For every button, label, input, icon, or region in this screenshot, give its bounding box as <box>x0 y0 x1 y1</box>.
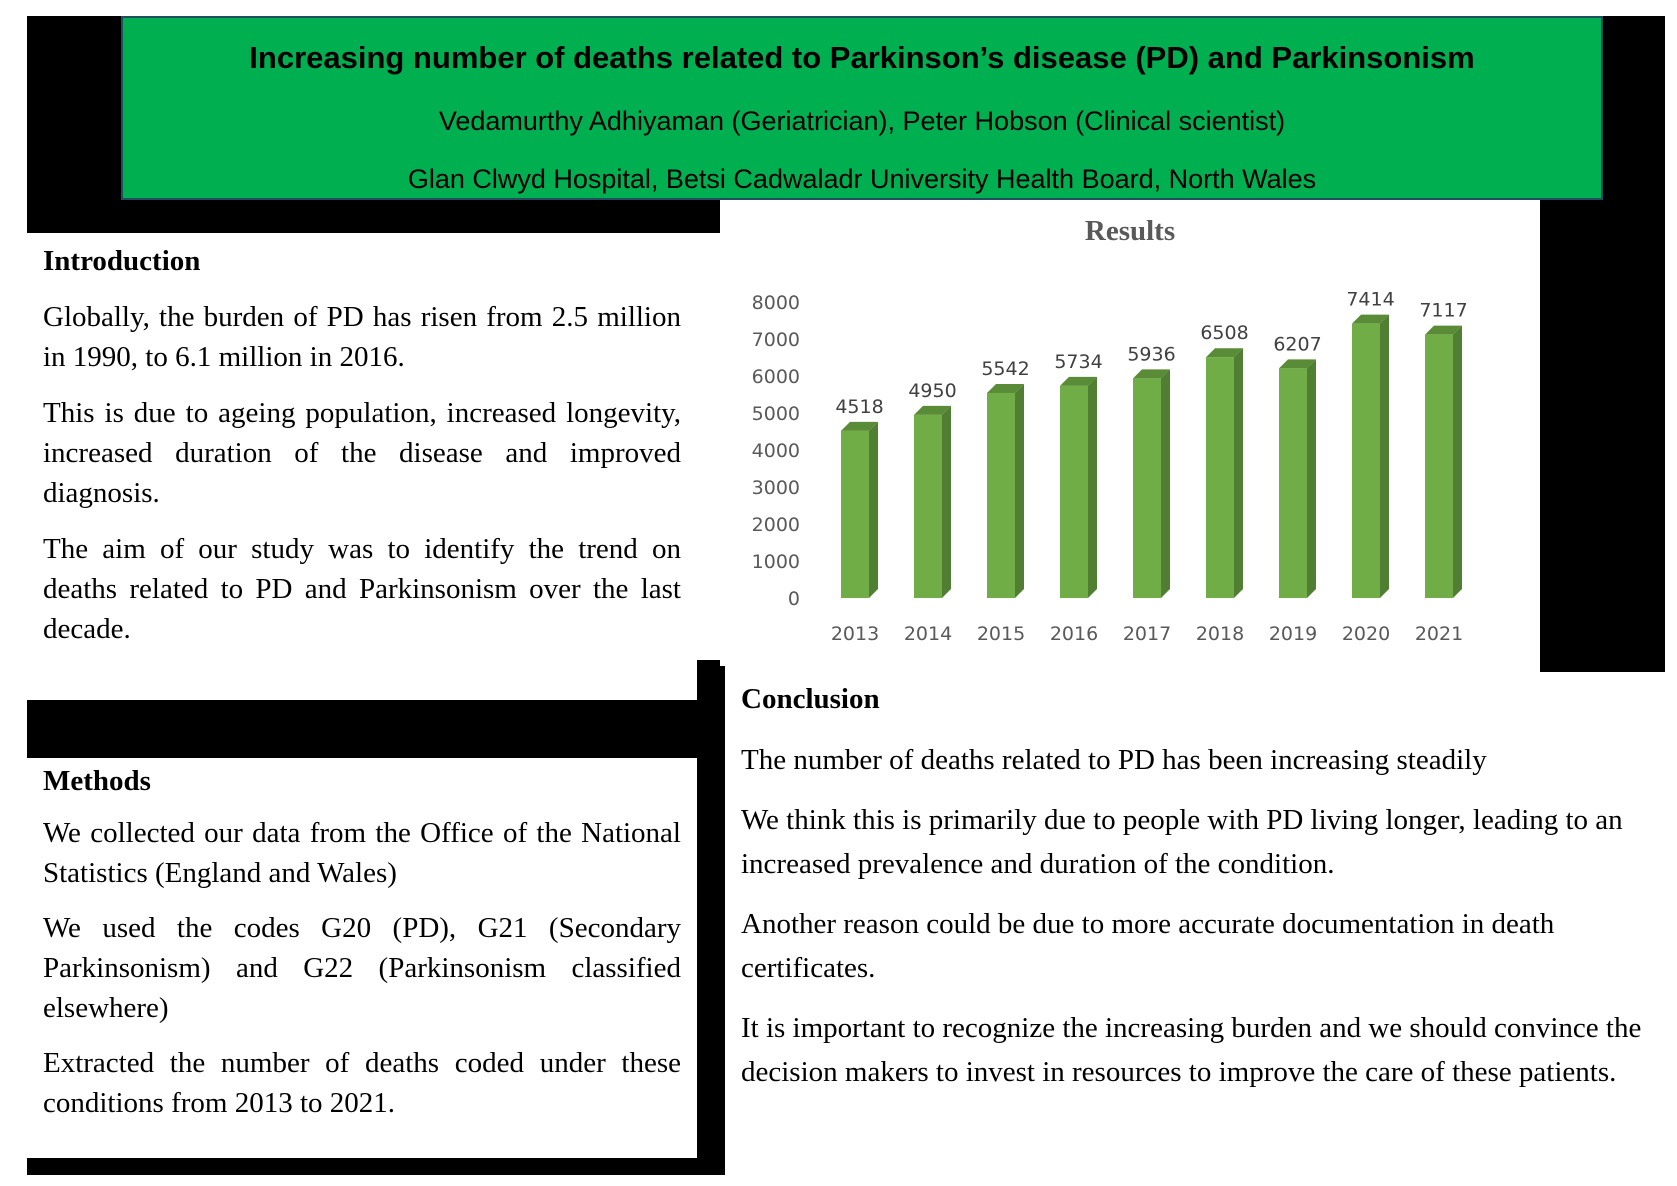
y-tick-label: 2000 <box>751 514 800 536</box>
chart-bar <box>1206 348 1243 598</box>
frame-block-left-middle <box>27 700 697 758</box>
poster-title: Increasing number of deaths related to Parkinson’s disease (PD) and Parkinsonism <box>249 40 1475 75</box>
x-tick-label: 2017 <box>1122 623 1172 645</box>
y-tick-label: 1000 <box>751 551 800 573</box>
x-tick-label: 2019 <box>1268 623 1318 645</box>
y-tick-label: 8000 <box>751 292 800 314</box>
chart-bar <box>841 422 878 598</box>
y-tick-label: 5000 <box>751 403 800 425</box>
introduction-paragraph: This is due to ageing population, increased longevity, increased duration of the disease and improved diagnosis. <box>43 397 681 509</box>
conclusion-paragraph: We think this is primarily due to people with PD living longer, leading to an increased prevalence and duration of the condition. <box>741 804 1623 880</box>
results-chart <box>720 200 1540 666</box>
methods-paragraph: We collected our data from the Office of the National Statistics (England and Wales) <box>43 817 681 889</box>
frame-block-center-column <box>697 660 725 1175</box>
chart-bar-front <box>914 415 942 598</box>
chart-data-label: 6207 <box>1273 333 1322 356</box>
y-tick-label: 7000 <box>751 329 800 351</box>
conclusion-panel <box>725 672 1665 1175</box>
chart-data-label: 5542 <box>981 357 1030 380</box>
results-panel <box>720 200 1540 666</box>
chart-bar <box>914 406 951 598</box>
poster-authors: Vedamurthy Adhiyaman (Geriatrician), Peter Hobson (Clinical scientist) <box>438 106 1286 136</box>
chart-bar-front <box>1279 368 1307 598</box>
x-tick-label: 2015 <box>976 623 1026 645</box>
chart-bar-side <box>1453 326 1462 598</box>
chart-data-label: 5734 <box>1054 350 1103 373</box>
chart-x-axis <box>831 623 1463 645</box>
methods-paragraph: We used the codes G20 (PD), G21 (Secondary Parkinsonism) and G22 (Parkinsonism classified elsewhere) <box>43 912 681 1024</box>
chart-title: Results <box>1084 215 1176 247</box>
chart-bar-side <box>1234 348 1243 598</box>
x-tick-label: 2021 <box>1414 623 1464 645</box>
introduction-paragraph: Globally, the burden of PD has risen from 2.5 million in 1990, to 6.1 million in 2016. <box>43 301 681 373</box>
chart-bar-side <box>1307 359 1316 598</box>
methods-panel <box>27 758 697 1158</box>
poster-institution: Glan Clwyd Hospital, Betsi Cadwaladr University Health Board, North Wales <box>407 164 1317 194</box>
chart-bar-front <box>1133 378 1161 598</box>
conclusion-paragraph: It is important to recognize the increasing burden and we should convince the decision makers to invest in resources to improve the care of these patients. <box>741 1012 1642 1088</box>
chart-bar-front <box>1206 357 1234 598</box>
conclusion-paragraph: The number of deaths related to PD has been increasing steadily <box>741 744 1487 776</box>
chart-bar <box>1425 326 1462 598</box>
chart-bar-side <box>1380 315 1389 598</box>
x-tick-label: 2020 <box>1341 623 1391 645</box>
chart-bar <box>1133 369 1170 598</box>
chart-bars <box>835 289 1467 598</box>
chart-data-label: 6508 <box>1200 322 1249 345</box>
chart-data-label: 4518 <box>835 395 884 418</box>
methods-heading: Methods <box>43 765 151 797</box>
chart-bar-front <box>1352 324 1380 598</box>
y-tick-label: 4000 <box>751 440 800 462</box>
chart-bar-front <box>841 431 869 598</box>
y-tick-label: 0 <box>787 588 800 610</box>
introduction-paragraph: The aim of our study was to identify the trend on deaths related to PD and Parkinsonism over the last decade. <box>43 533 681 645</box>
frame-block-bottom <box>27 1158 725 1175</box>
chart-bar-side <box>1015 384 1024 598</box>
chart-data-label: 5936 <box>1127 343 1176 366</box>
x-tick-label: 2014 <box>903 623 953 645</box>
chart-bar-front <box>1425 335 1453 598</box>
introduction-panel <box>27 233 697 700</box>
chart-bar-side <box>942 406 951 598</box>
chart-data-label: 7117 <box>1419 299 1468 322</box>
chart-bar-front <box>987 393 1015 598</box>
methods-paragraph: Extracted the number of deaths coded under these conditions from 2013 to 2021. <box>43 1047 681 1119</box>
x-tick-label: 2013 <box>830 623 880 645</box>
x-tick-label: 2016 <box>1049 623 1099 645</box>
introduction-heading: Introduction <box>43 245 201 277</box>
chart-bar <box>1279 359 1316 598</box>
chart-bar-side <box>869 422 878 598</box>
chart-bar-side <box>1088 377 1097 598</box>
chart-bar <box>987 384 1024 598</box>
x-tick-label: 2018 <box>1195 623 1245 645</box>
y-tick-label: 6000 <box>751 366 800 388</box>
chart-data-label: 7414 <box>1346 288 1395 311</box>
chart-bar-front <box>1060 386 1088 598</box>
title-banner <box>121 16 1603 200</box>
chart-bar <box>1352 315 1389 598</box>
conclusion-heading: Conclusion <box>741 683 880 715</box>
conclusion-paragraph: Another reason could be due to more accurate documentation in death certificates. <box>741 908 1555 984</box>
chart-bar-side <box>1161 369 1170 598</box>
chart-data-label: 4950 <box>908 379 957 402</box>
y-tick-label: 3000 <box>751 477 800 499</box>
frame-block-right-upper <box>1540 200 1665 672</box>
chart-y-axis <box>752 292 800 610</box>
chart-bar <box>1060 377 1097 598</box>
